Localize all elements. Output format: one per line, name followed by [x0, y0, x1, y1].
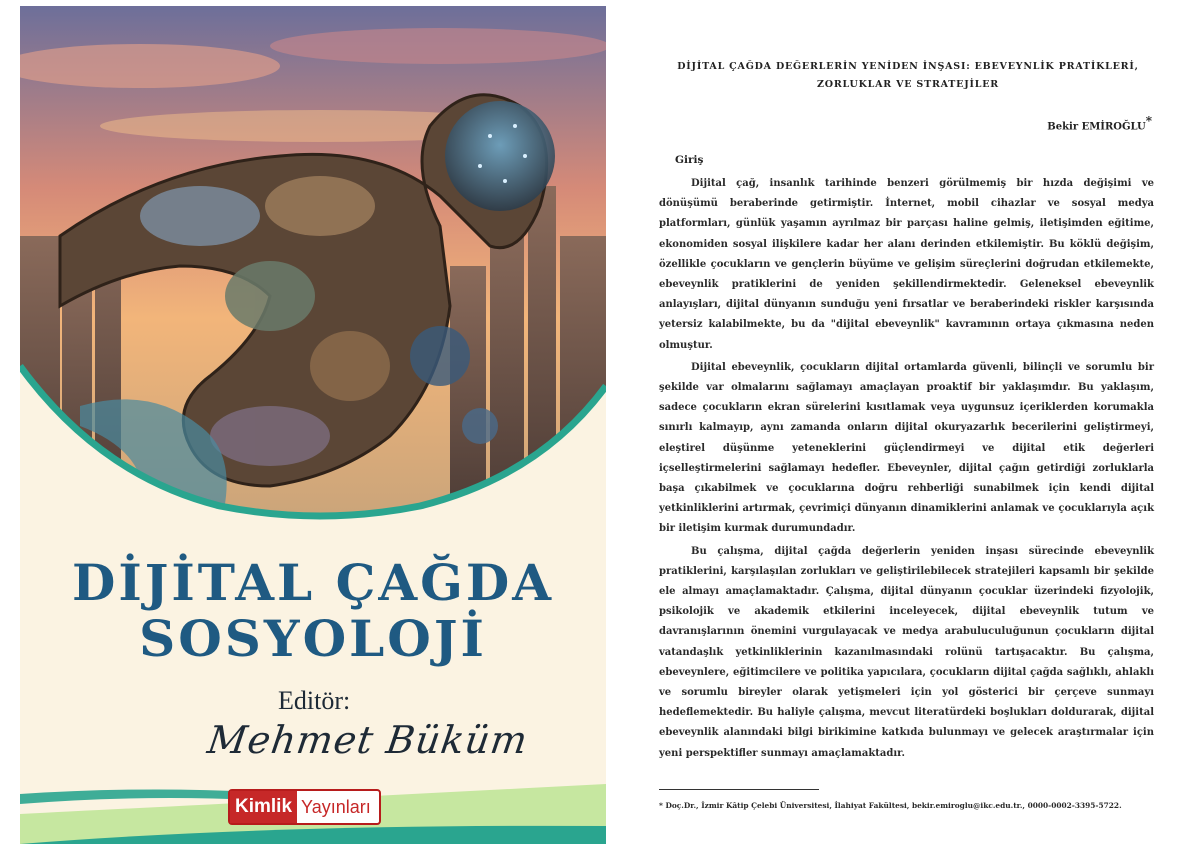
footnote-divider: [659, 789, 819, 790]
footnote: * Doç.Dr., İzmir Kâtip Çelebi Üniversitesi, İlahiyat Fakültesi, bekir.emiroglu@ikc.edu.tr., 0000-0002-3395-5722.: [659, 801, 1122, 810]
paragraph: Bu çalışma, dijital çağda değerlerin yeniden inşası sürecinde ebeveynlik pratiklerini, karşılaşılan zorlukları ve geliştirilebilecek stratejileri kapsamlı bir şekilde ele almayı amaçlamaktadır. Çalışma, dijital dünyanın çocuklar üzerindeki fizyolojik, psikolojik ve akademik etkilerini inceleyecek, dijital ebeveynlik tutum ve davranışlarının önemini vurgulayacak ve medya arabuluculuğunun çocukların dijital vatandaşlık yetkinliklerinin kazanılmasındaki rolünü tartışacaktır. Bu çalışma, ebeveynlere, eğitimcilere ve politika yapıcılara, çocukların dijital çağda sağlıklı, ahlaklı ve sorumlu bireyler olarak yetişmeleri için yol gösterici bir çerçeve sunmayı hedeflemektedir. Bu haliyle çalışma, mevcut literatürdeki boşlukları doldurarak, dijital ebeveynlik alanındaki bilgi birikimine katkıda bulunmayı ve gelecek araştırmalar için yeni perspektifler sunmayı amaçlamaktadır.: [659, 545, 1154, 759]
author-footnote-mark: *: [1145, 114, 1152, 128]
editor-label: Editör:: [278, 686, 351, 715]
book-cover: [20, 6, 606, 844]
paper-page: [618, 6, 1174, 844]
section-heading: Giriş: [675, 154, 704, 166]
body-text: [659, 174, 1154, 766]
paper-title: [658, 58, 1158, 94]
paper-title-line1: DİJİTAL ÇAĞDA DEĞERLERİN YENİDEN İNŞASI: EBEVEYNLİK PRATİKLERİ,: [677, 61, 1139, 72]
paper-title-line2: ZORLUKLAR VE STRATEJİLER: [817, 79, 999, 90]
paragraph: Dijital ebeveynlik, çocukların dijital ortamlarda güvenli, bilinçli ve sorumlu bir şekilde var olmalarını sağlamayı amaçlayan proaktif bir yaklaşımdır. Bu yaklaşım, sadece çocukların ekran sürelerini kısıtlamak veya uygunsuz içeriklerden korumakla sınırlı kalmayıp, aynı zamanda onların dijital okuryazarlık becerilerini geliştirmeyi, eleştirel düşünme yeteneklerini güçlendirmeyi ve dijital etik değerleri içselleştirmelerini sağlamayı hedefler. Ebeveynler, dijital çağın getirdiği zorluklarla başa çıkabilmek ve çocuklarına doğru rehberliği sunabilmek için kendi dijital yetkinliklerini artırmak, çevrimiçi dünyanın dinamiklerini anlamak ve çocuklarıyla açık bir iletişim kurmak durumundadır.: [659, 361, 1154, 535]
publisher-logo-sub: Yayınları: [301, 796, 371, 817]
editor-signature: Mehmet Büküm: [204, 718, 531, 762]
cover-title-line1: DİJİTAL ÇAĞDA: [71, 553, 555, 612]
publisher-logo-main: Kimlik: [230, 791, 297, 823]
cover-illustration-svg: [20, 6, 606, 526]
cover-illustration: [20, 6, 606, 526]
author-name: [1047, 114, 1152, 132]
publisher-logo: [228, 789, 381, 825]
author-name-text: Bekir EMİROĞLU: [1047, 121, 1146, 133]
cover-title-line2: SOSYOLOJİ: [139, 609, 487, 668]
paragraph: Dijital çağ, insanlık tarihinde benzeri görülmemiş bir hızda değişimi ve dönüşümü beraberinde getirmiştir. İnternet, mobil cihazlar ve sosyal medya platformları, günlük yaşamın ayrılmaz bir parçası haline gelmiş, iletişimden eğitime, ekonomiden sosyal ilişkilere kadar her alanı derinden etkilemiştir. Bu köklü değişim, özellikle çocukların ve gençlerin büyüme ve gelişim süreçlerini doğrudan etkilemekte, ebeveynlik pratiklerini de yeniden şekillendirmektedir. Geleneksel ebeveynlik anlayışları, dijital dünyanın sunduğu yeni fırsatlar ve beraberindeki riskler karşısında yetersiz kalabilmekte, bu da "dijital ebeveynlik" kavramının ortaya çıkmasına neden olmuştur.: [659, 178, 1154, 351]
